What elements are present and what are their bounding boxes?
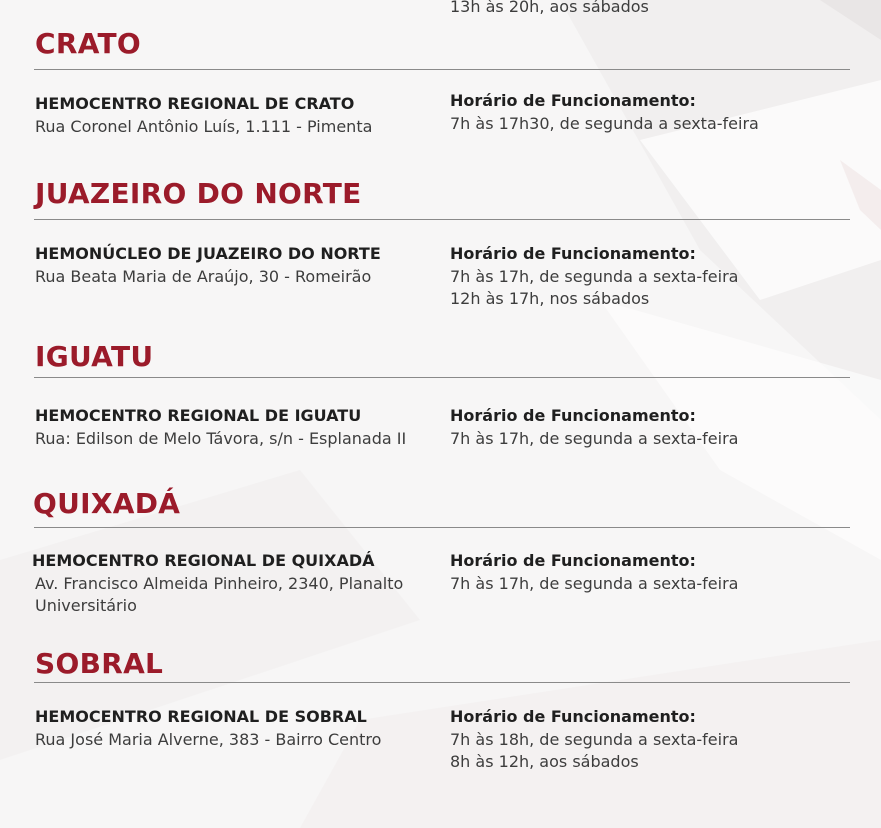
hours-iguatu [450, 405, 850, 450]
divider [34, 527, 850, 528]
hours-label: Horário de Funcionamento: [450, 707, 696, 726]
hours-line: 7h às 17h, de segunda a sexta-feira [450, 573, 739, 593]
divider [34, 219, 850, 220]
city-heading-juazeiro-do-norte: JUAZEIRO DO NORTE [35, 177, 362, 210]
hours-line: 7h às 17h, de segunda a sexta-feira [450, 428, 739, 448]
divider [34, 682, 850, 683]
divider [34, 69, 850, 70]
unit-address: Rua Beata Maria de Araújo, 30 - Romeirão [35, 266, 372, 286]
hours-label: Horário de Funcionamento: [450, 551, 696, 570]
city-heading-quixada: QUIXADÁ [33, 487, 181, 520]
city-heading-iguatu: IGUATU [35, 340, 154, 373]
unit-info-quixada [32, 550, 437, 618]
unit-name: HEMOCENTRO REGIONAL DE SOBRAL [35, 707, 367, 726]
unit-info-juazeiro-do-norte [35, 243, 440, 288]
unit-address: Rua José Maria Alverne, 383 - Bairro Centro [35, 729, 382, 749]
previous-hours-line: 13h às 20h, aos sábados [450, 0, 649, 16]
unit-info-iguatu [35, 405, 440, 450]
hours-line: 7h às 17h, de segunda a sexta-feira [450, 266, 739, 286]
unit-name: HEMOCENTRO REGIONAL DE QUIXADÁ [32, 551, 375, 570]
unit-name: HEMONÚCLEO DE JUAZEIRO DO NORTE [35, 244, 381, 263]
city-heading-crato: CRATO [35, 27, 142, 60]
unit-address: Rua: Edilson de Melo Távora, s/n - Esplanada II [35, 428, 407, 448]
divider [34, 377, 850, 378]
hours-crato [450, 90, 850, 135]
unit-info-sobral [35, 706, 440, 751]
unit-info-crato [35, 93, 440, 138]
hours-label: Horário de Funcionamento: [450, 91, 696, 110]
unit-name: HEMOCENTRO REGIONAL DE CRATO [35, 94, 355, 113]
hours-label: Horário de Funcionamento: [450, 244, 696, 263]
hours-line: 8h às 12h, aos sábados [450, 752, 639, 771]
hours-line: 7h às 18h, de segunda a sexta-feira [450, 729, 739, 749]
unit-name: HEMOCENTRO REGIONAL DE IGUATU [35, 406, 362, 425]
hours-line: 12h às 17h, nos sábados [450, 289, 650, 308]
hours-juazeiro-do-norte [450, 243, 850, 311]
unit-address: Rua Coronel Antônio Luís, 1.111 - Pimenta [35, 116, 373, 136]
city-heading-sobral: SOBRAL [35, 647, 164, 680]
hours-sobral [450, 706, 850, 774]
hours-label: Horário de Funcionamento: [450, 406, 696, 425]
hours-quixada [450, 550, 850, 595]
hours-line: 7h às 17h30, de segunda a sexta-feira [450, 113, 759, 133]
unit-address: Av. Francisco Almeida Pinheiro, 2340, Planalto Universitário [35, 573, 404, 615]
